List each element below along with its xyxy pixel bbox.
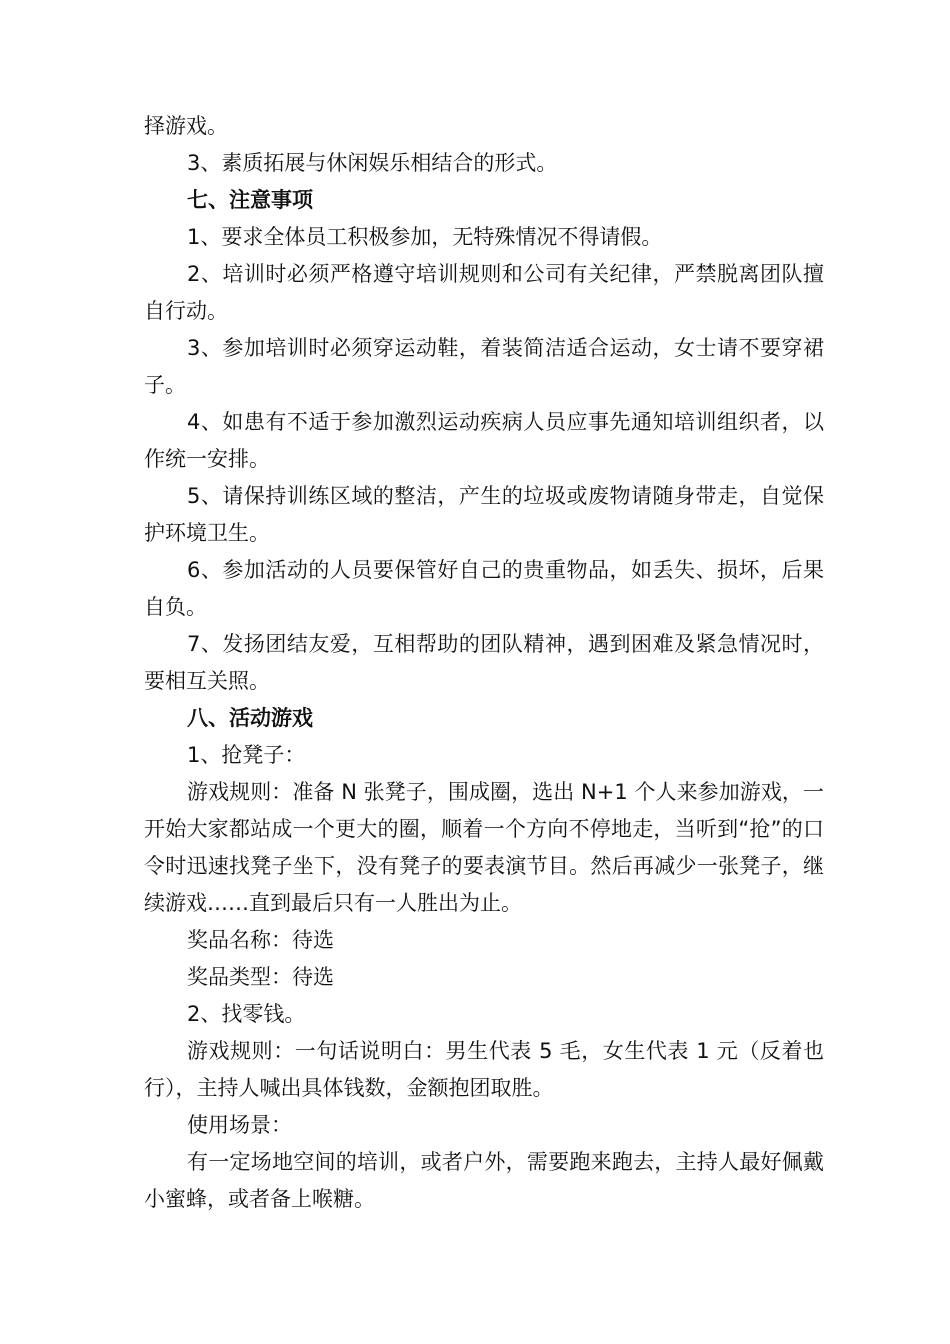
paragraph-note-4: 4、如患有不适于参加激烈运动疾病人员应事先通知培训组织者，以作统一安排。 (144, 410, 824, 471)
paragraph-game-2-title: 2、找零钱。 (187, 1002, 306, 1026)
section-heading-games: 八、活动游戏 (187, 706, 313, 730)
paragraph-note-7: 7、发扬团结友爱，互相帮助的团队精神，遇到困难及紧急情况时，要相互关照。 (144, 632, 824, 693)
paragraph-continuation: 择游戏。 (144, 114, 228, 138)
paragraph-game-1-rules: 游戏规则：准备 N 张凳子，围成圈，选出 N+1 个人来参加游戏，一开始大家都站成一个更大的圈，顺着一个方向不停地走，当听到“抢”的口令时迅速找凳子坐下，没有凳子的要表演节目。然后再减少一张凳子，继续游戏……直到最后只有一人胜出为止。 (144, 780, 824, 915)
paragraph-game-2-rules: 游戏规则：一句话说明白：男生代表 5 毛，女生代表 1 元（反着也行），主持人喊出具体钱数，金额抱团取胜。 (144, 1039, 824, 1100)
paragraph-note-5: 5、请保持训练区域的整洁，产生的垃圾或废物请随身带走，自觉保护环境卫生。 (144, 484, 824, 545)
paragraph-note-1: 1、要求全体员工积极参加，无特殊情况不得请假。 (187, 225, 663, 249)
paragraph-note-6: 6、参加活动的人员要保管好自己的贵重物品，如丢失、损坏，后果自负。 (144, 558, 824, 619)
paragraph-note-2: 2、培训时必须严格遵守培训规则和公司有关纪律，严禁脱离团队擅自行动。 (144, 262, 824, 323)
paragraph-game-1-title: 1、抢凳子： (187, 743, 306, 767)
document-page (144, 108, 824, 1218)
paragraph-game-2-scene-label: 使用场景： (187, 1113, 292, 1137)
section-heading-notes: 七、注意事项 (187, 188, 313, 212)
paragraph-game-1-prize-name: 奖品名称：待选 (187, 928, 334, 952)
paragraph-game-1-prize-type: 奖品类型：待选 (187, 965, 334, 989)
paragraph-item-3-format: 3、素质拓展与休闲娱乐相结合的形式。 (187, 151, 558, 175)
paragraph-game-2-scene: 有一定场地空间的培训，或者户外，需要跑来跑去，主持人最好佩戴小蜜蜂，或者备上喉糖。 (144, 1150, 824, 1211)
paragraph-note-3: 3、参加培训时必须穿运动鞋，着装简洁适合运动，女士请不要穿裙子。 (144, 336, 824, 397)
